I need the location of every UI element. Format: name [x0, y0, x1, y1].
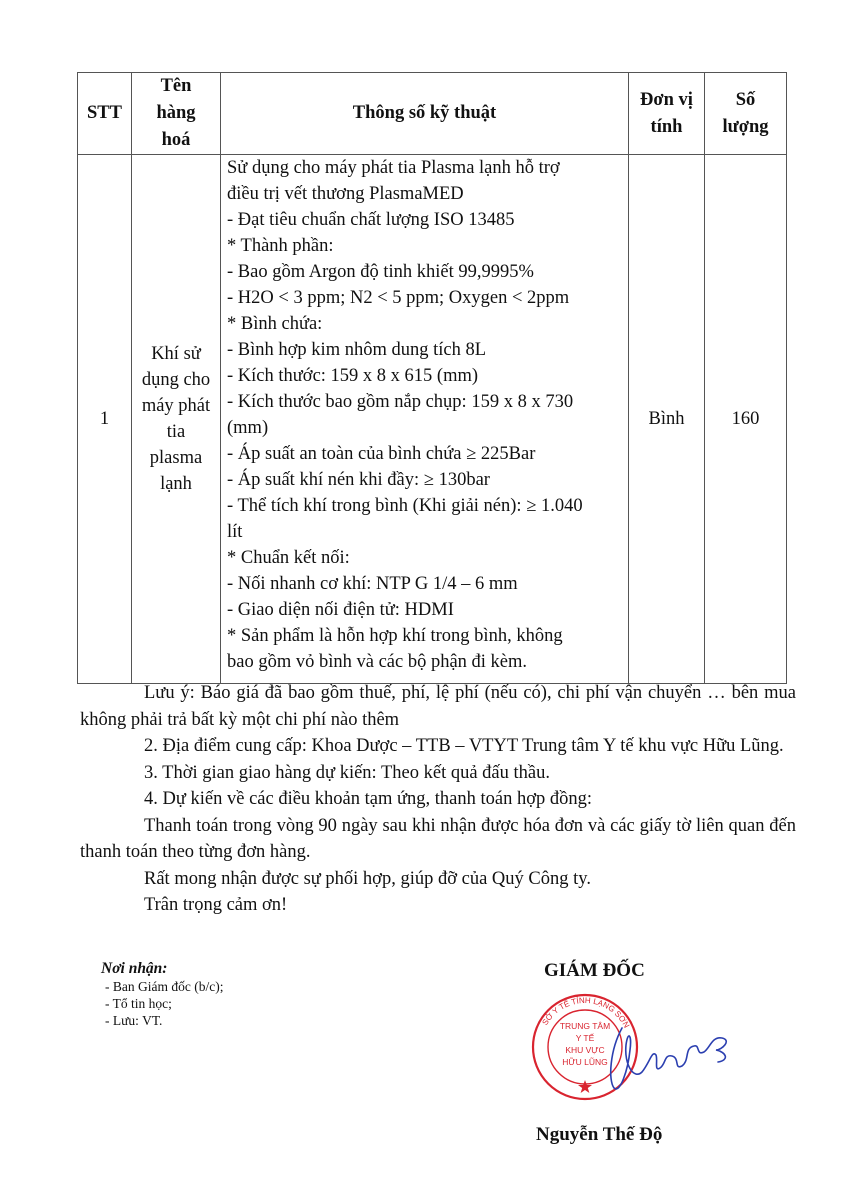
spec-line: (mm) — [227, 418, 269, 438]
table-header-row — [78, 73, 787, 155]
header-spec: Thông số kỹ thuật — [221, 73, 629, 155]
header-stt: STT — [78, 73, 132, 155]
spec-line: - Đạt tiêu chuẩn chất lượng ISO 13485 — [227, 210, 515, 230]
spec-line: * Thành phần: — [227, 236, 334, 256]
spec-line: lít — [227, 522, 243, 542]
delivery-time: 3. Thời gian giao hàng dự kiến: Theo kết quả đấu thầu. — [144, 762, 550, 783]
spec-line: điều trị vết thương PlasmaMED — [227, 184, 464, 204]
recipient-item: - Lưu: VT. — [105, 1013, 163, 1028]
table-row — [78, 155, 787, 684]
spec-line: - Kích thước bao gồm nắp chụp: 159 x 8 x 730 — [227, 392, 574, 412]
spec-line: - Kích thước: 159 x 8 x 615 (mm) — [227, 366, 479, 386]
name-line: dụng cho — [141, 370, 211, 390]
header-name-line: Tên — [160, 76, 192, 96]
header-unit-line: tính — [650, 116, 683, 137]
spec-line: bao gồm vỏ bình và các bộ phận đi kèm. — [227, 652, 528, 672]
name-line: Khí sử — [151, 344, 201, 364]
cell-unit: Bình — [629, 155, 705, 684]
spec-line: - Bình hợp kim nhôm dung tích 8L — [227, 340, 487, 360]
header-qty-line: lượng — [722, 116, 769, 137]
notes-section — [80, 680, 796, 919]
payment-terms: Thanh toán trong vòng 90 ngày sau khi nhận được hóa đơn và các giấy tờ liên quan đến thanh toán theo từng đơn hàng. — [80, 815, 796, 862]
spec-line: - Áp suất khí nén khi đầy: ≥ 130bar — [227, 470, 490, 490]
name-line: tia — [166, 422, 186, 442]
header-unit-line: Đơn vị — [640, 89, 693, 110]
cell-name — [132, 155, 221, 684]
spec-line: * Sản phẩm là hỗn hợp khí trong bình, không — [227, 626, 563, 646]
stamp-inner-line: HỮU LŨNG — [562, 1057, 608, 1067]
name-line: máy phát — [141, 396, 211, 416]
recipient-item: - Tổ tin học; — [105, 996, 172, 1011]
recipient-item: - Ban Giám đốc (b/c); — [105, 979, 224, 994]
recipients-block — [101, 960, 223, 1029]
signer-name: Nguyễn Thế Độ — [536, 1124, 663, 1145]
spec-line: - Bao gồm Argon độ tinh khiết 99,9995% — [227, 262, 534, 282]
spec-line: Sử dụng cho máy phát tia Plasma lạnh hỗ trợ — [227, 158, 560, 178]
cell-qty: 160 — [705, 155, 787, 684]
payment-terms-heading: 4. Dự kiến về các điều khoản tạm ứng, thanh toán hợp đồng: — [144, 789, 593, 809]
stamp-star-icon — [578, 1080, 592, 1093]
thanks-line: Trân trọng cảm ơn! — [144, 895, 288, 915]
stamp-outer-text: SỞ Y TẾ TỈNH LẠNG SƠN — [540, 995, 632, 1030]
spec-line: * Bình chứa: — [227, 314, 323, 334]
spec-line: * Chuẩn kết nối: — [227, 548, 350, 568]
recipients-title: Nơi nhận: — [101, 960, 168, 977]
header-unit — [629, 73, 705, 155]
header-name-line: hàng — [156, 103, 196, 123]
spec-line: - Thể tích khí trong bình (Khi giải nén): ≥ 1.040 — [227, 496, 583, 516]
note-paragraph: Lưu ý: Báo giá đã bao gồm thuế, phí, lệ phí (nếu có), chi phí vận chuyển … bên mua không phải trả bất kỳ một chi phí nào thêm — [80, 683, 796, 730]
cell-spec — [221, 155, 629, 684]
delivery-location: 2. Địa điểm cung cấp: Khoa Dược – TTB – VTYT Trung tâm Y tế khu vực Hữu Lũng. — [144, 736, 784, 756]
cell-stt: 1 — [78, 155, 132, 684]
handwritten-signature — [600, 1010, 740, 1100]
spec-line: - Nối nhanh cơ khí: NTP G 1/4 – 6 mm — [227, 574, 518, 594]
spec-line: - H2O < 3 ppm; N2 < 5 ppm; Oxygen < 2ppm — [227, 288, 570, 308]
header-qty-line: Số — [735, 89, 756, 110]
header-qty — [705, 73, 787, 155]
spec-line: - Áp suất an toàn của bình chứa ≥ 225Bar — [227, 444, 536, 464]
spec-line: - Giao diện nối điện tử: HDMI — [227, 600, 454, 620]
name-line: plasma — [149, 448, 203, 468]
name-line: lạnh — [160, 474, 192, 494]
signer-title: GIÁM ĐỐC — [544, 960, 645, 981]
stamp-inner-line: Y TẾ — [575, 1033, 595, 1043]
stamp-inner-line: TRUNG TÂM — [559, 1021, 611, 1031]
stamp-inner-line: KHU VỰC — [565, 1045, 605, 1055]
header-name-line: hoá — [161, 130, 191, 150]
spec-table — [77, 72, 787, 684]
closing-line: Rất mong nhận được sự phối hợp, giúp đỡ của Quý Công ty. — [144, 868, 591, 889]
header-name — [132, 73, 221, 155]
